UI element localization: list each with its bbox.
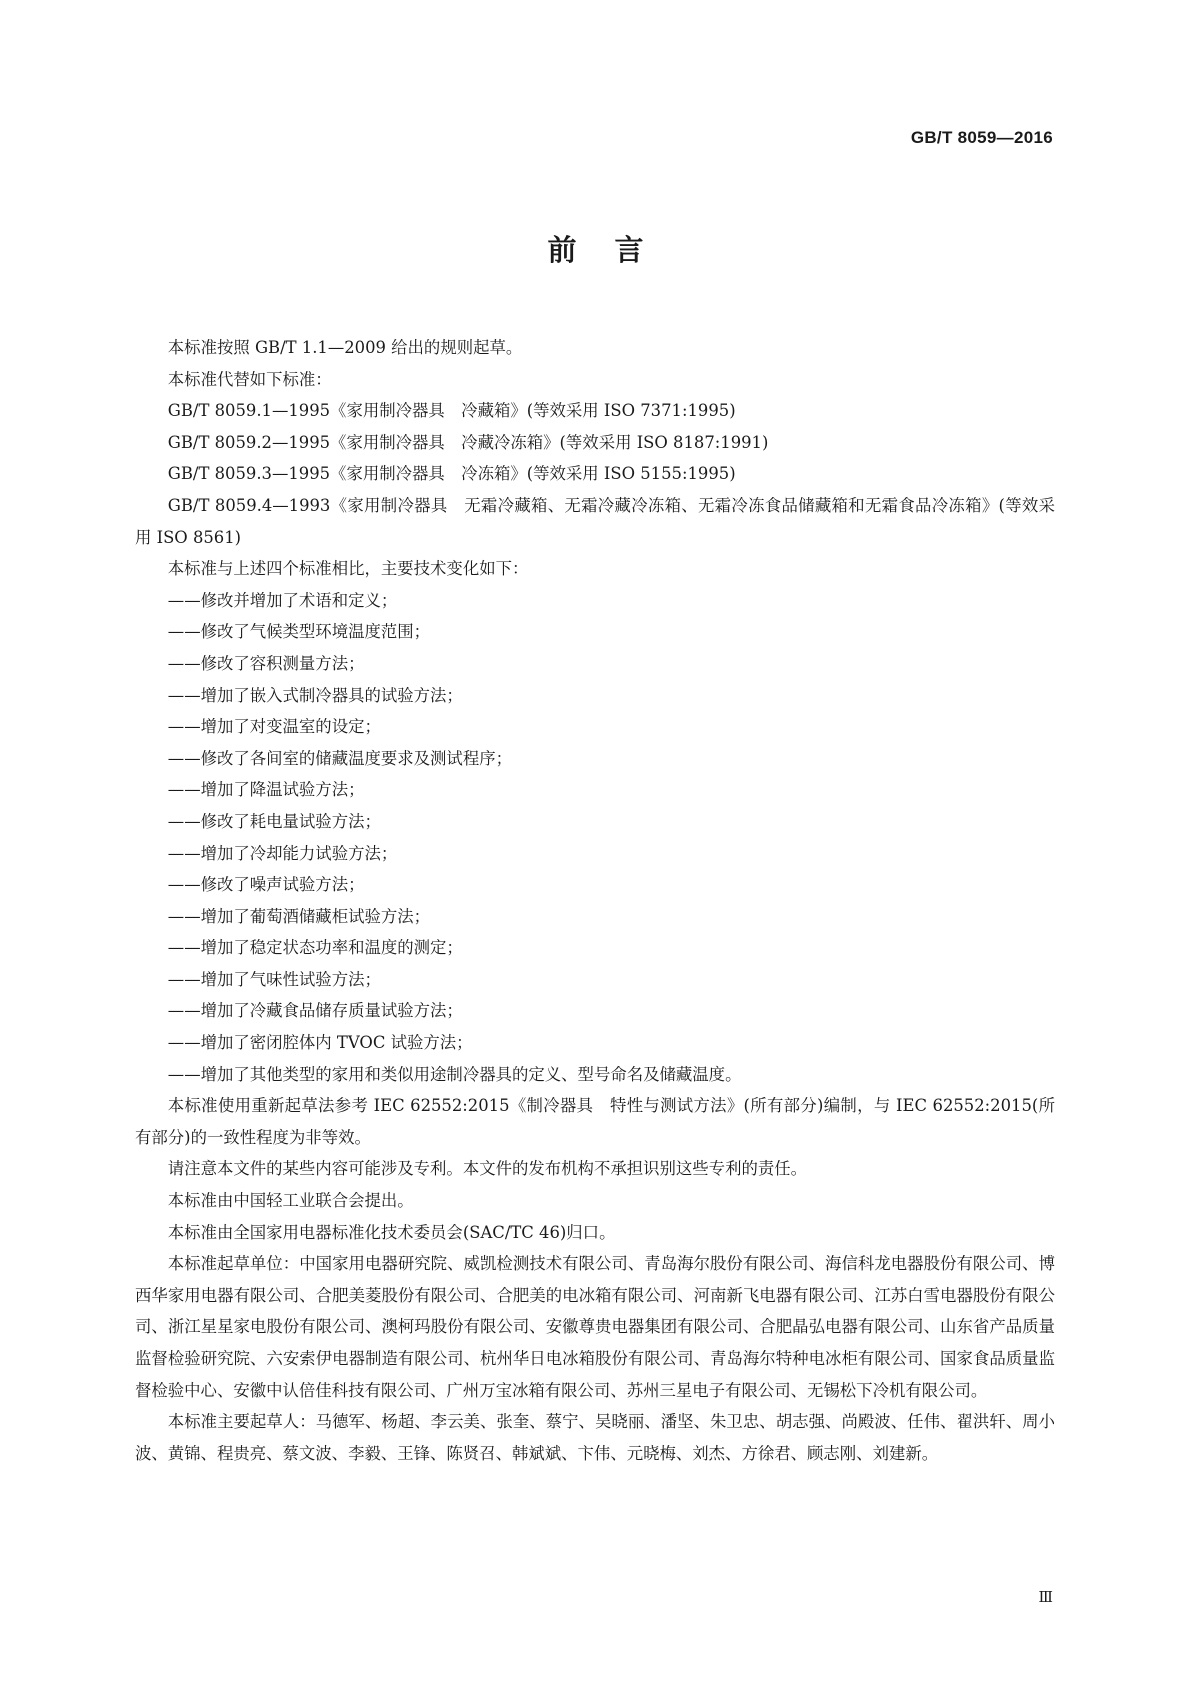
- page-number: Ⅲ: [1038, 1588, 1053, 1606]
- list-item: ——增加了气味性试验方法；: [167, 969, 381, 989]
- list-item: ——增加了其他类型的家用和类似用途制冷器具的定义、型号命名及储藏温度。: [167, 1064, 742, 1084]
- paragraph-technical-committee: 本标准由全国家用电器标准化技术委员会(SAC/TC 46)归口。: [167, 1222, 616, 1242]
- paragraph-changes-intro: 本标准与上述四个标准相比，主要技术变化如下：: [167, 559, 529, 579]
- paragraph-replaces-intro: 本标准代替如下标准：: [167, 369, 332, 389]
- list-item: ——修改了耗电量试验方法；: [167, 811, 381, 831]
- paragraph-iec-reference: 本标准使用重新起草法参考 IEC 62552:2015《制冷器具 特性与测试方法》(所有部分)编制，与 IEC 62552:2015(所有部分)的一致性程度为非等效。: [135, 1096, 1055, 1147]
- list-item: ——增加了稳定状态功率和温度的测定；: [167, 938, 463, 958]
- paragraph-drafting-organizations: 本标准起草单位：中国家用电器研究院、威凯检测技术有限公司、青岛海尔股份有限公司、海信科龙电器股份有限公司、博西华家用电器有限公司、合肥美菱股份有限公司、合肥美的电冰箱有限公司、河南新飞电器有限公司、江苏白雪电器股份有限公司、浙江星星家电股份有限公司、澳柯玛股份有限公司、安徽尊贵电器集团有限公司、合肥晶弘电器有限公司、山东省产品质量监督检验研究院、六安索伊电器制造有限公司、杭州华日电冰箱股份有限公司、青岛海尔特种电冰柜有限公司、国家食品质量监督检验中心、安徽中认倍佳科技有限公司、广州万宝冰箱有限公司、苏州三星电子有限公司、无锡松下冷机有限公司。: [135, 1254, 1055, 1400]
- paragraph-drafting-rules: 本标准按照 GB/T 1.1—2009 给出的规则起草。: [167, 338, 523, 357]
- list-item: ——修改并增加了术语和定义；: [167, 590, 398, 610]
- list-item: ——修改了噪声试验方法；: [167, 875, 365, 895]
- list-item: ——修改了各间室的储藏温度要求及测试程序；: [167, 748, 512, 768]
- list-item: ——增加了葡萄酒储藏柜试验方法；: [167, 906, 431, 926]
- list-item: ——修改了气候类型环境温度范围；: [167, 622, 431, 642]
- document-body: [135, 332, 1055, 1469]
- paragraph-proposed-by: 本标准由中国轻工业联合会提出。: [167, 1191, 414, 1211]
- replaced-standard-1: GB/T 8059.1—1995《家用制冷器具 冷藏箱》(等效采用 ISO 7371:1995): [167, 401, 736, 421]
- changes-list: [135, 585, 1055, 1091]
- replaced-standard-4: GB/T 8059.4—1993《家用制冷器具 无霜冷藏箱、无霜冷藏冷冻箱、无霜冷冻食品储藏箱和无霜食品冷冻箱》(等效采用 ISO 8561): [135, 495, 1055, 547]
- list-item: ——增加了对变温室的设定；: [167, 717, 381, 737]
- standard-code-header: GB/T 8059—2016: [910, 128, 1053, 147]
- page-title: 前言: [547, 233, 682, 267]
- paragraph-drafters: 本标准主要起草人：马德军、杨超、李云美、张奎、蔡宁、吴晓丽、潘坚、朱卫忠、胡志强、尚殿波、任伟、翟洪轩、周小波、黄锦、程贵亮、蔡文波、李毅、王锋、陈贤召、韩斌斌、卞伟、元晓梅、刘杰、方徐君、顾志刚、刘建新。: [135, 1412, 1055, 1463]
- list-item: ——增加了密闭腔体内 TVOC 试验方法；: [167, 1033, 473, 1053]
- list-item: ——修改了容积测量方法；: [167, 653, 365, 673]
- list-item: ——增加了降温试验方法；: [167, 780, 365, 800]
- list-item: ——增加了冷却能力试验方法；: [167, 843, 398, 863]
- list-item: ——增加了冷藏食品储存质量试验方法；: [167, 1001, 463, 1021]
- list-item: ——增加了嵌入式制冷器具的试验方法；: [167, 685, 463, 705]
- replaced-standard-2: GB/T 8059.2—1995《家用制冷器具 冷藏冷冻箱》(等效采用 ISO 8187:1991): [167, 432, 769, 452]
- paragraph-patent-notice: 请注意本文件的某些内容可能涉及专利。本文件的发布机构不承担识别这些专利的责任。: [167, 1159, 808, 1179]
- replaced-standard-3: GB/T 8059.3—1995《家用制冷器具 冷冻箱》(等效采用 ISO 5155:1995): [167, 464, 736, 484]
